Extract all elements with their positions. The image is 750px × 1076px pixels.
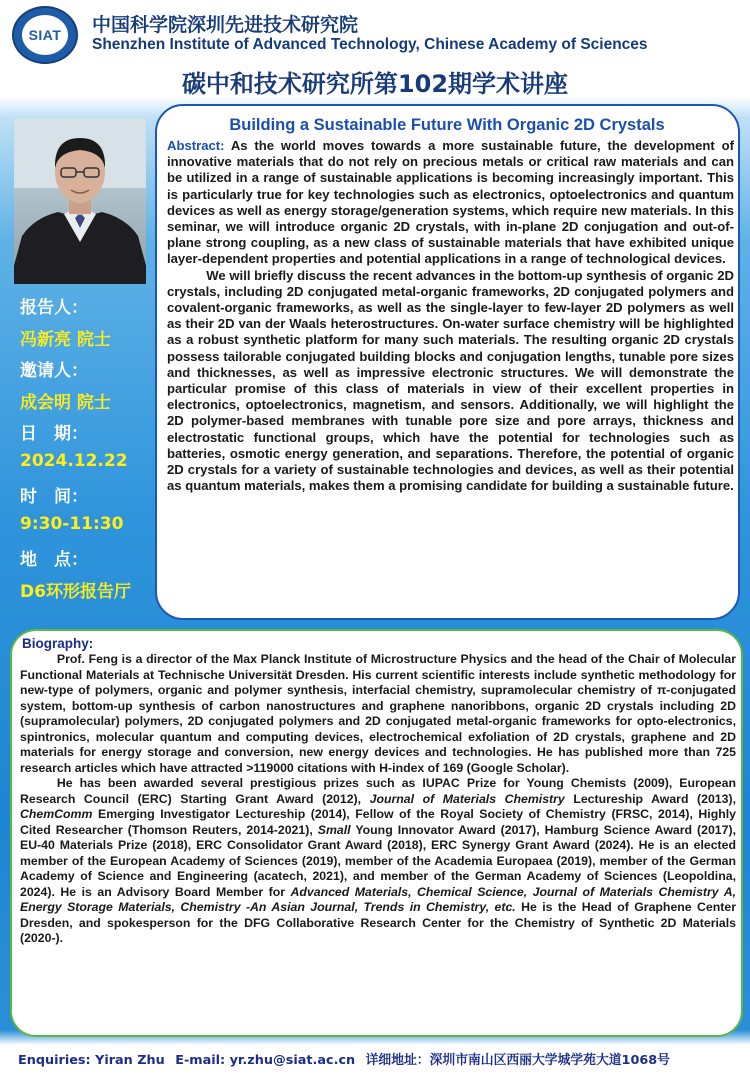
biography-label: Biography: — [22, 636, 94, 651]
date-label: 日 期： — [20, 424, 88, 444]
abstract-text — [167, 138, 734, 494]
lecture-title: 碳中和技术研究所第102期学术讲座 — [181, 70, 569, 98]
host-value: 成会明 院士 — [20, 392, 111, 413]
venue-label: 地 点： — [20, 550, 88, 570]
venue-value: D6环形报告厅 — [20, 581, 131, 602]
speaker-photo — [14, 118, 146, 284]
biography-text — [20, 652, 736, 947]
biography-paragraph-1: Prof. Feng is a director of the Max Planck Institute of Microstructure Physics and the head of the Chair of Molecular Functional Materials at Technische Universität Dresden. His current scientific interests include synthetic methodology for new-type of polymers, organic and polymer synthesis, interfacial chemistry, supramolecular chemistry of π-conjugated system, bottom-up synthesis of carbon nanostructures and graphene nanoribbons, organic 2D crystals including 2D (supramolecular) polymers, 2D conjugated polymers and 2D conjugated metal-organic frameworks for opto-electronics, spintronics, molecular quantum and computing devices, electrochemical exfoliation of 2D crystals, graphene and 2D materials for energy storage and conversion, new energy devices and technologies. He has published more than 725 research articles which have attracted >119000 citations with H-index of 169 (Google Scholar). — [20, 652, 736, 775]
speaker-label: 报告人： — [20, 298, 88, 318]
biography-paragraph-2: He has been awarded several prestigious prizes such as IUPAC Prize for Young Chemists (2009), European Research Council (ERC) Starting Grant Award (2012), Journal of Materials Chemistry Lectureship Award (2013), ChemComm Emerging Investigator Lectureship (2014), Fellow of the Royal Society of Chemistry (FRSC, 2014), Highly Cited Researcher (Thomson Reuters, 2014-2021), Small Young Innovator Award (2017), Hamburg Science Award (2017), EU-40 Materials Prize (2018), ERC Consolidator Grant Award (2018), ERC Synergy Grant Award (2024). He is an elected member of the European Academy of Sciences (2019), member of the Academia Europaea (2019), member of the German Academy of Science and Engineering (acatech, 2021), and member of the German Academy of Sciences (Leopoldina, 2024). He is an Advisory Board Member for Advanced Materials, Chemical Science, Journal of Materials Chemistry A, Energy Storage Materials, Chemistry -An Asian Journal, Trends in Chemistry, etc. He is the Head of Graphene Center Dresden, and spokesperson for the DFG Collaborative Research Center for the Chemistry of Synthetic 2D Materials (2020-). — [20, 776, 737, 945]
enquiries-contact: Enquiries: Yiran Zhu — [18, 1053, 165, 1068]
institute-name-en: Shenzhen Institute of Advanced Technology, Chinese Academy of Sciences — [92, 36, 648, 53]
institute-logo — [12, 6, 78, 64]
footer — [18, 1049, 748, 1068]
institute-name-cn: 中国科学院深圳先进技术研究院 — [92, 14, 359, 36]
event-info — [20, 293, 150, 608]
header — [0, 0, 750, 66]
abstract-label: Abstract: — [167, 138, 225, 153]
logo-text: SIAT — [22, 15, 68, 55]
biography-panel — [10, 629, 743, 1037]
host-label: 邀请人： — [20, 361, 88, 381]
abstract-panel — [155, 104, 740, 620]
talk-title: Building a Sustainable Future With Organic 2D Crystals — [229, 116, 665, 134]
contact-email[interactable]: E-mail: yr.zhu@siat.ac.cn — [175, 1053, 356, 1068]
date-value: 2024.12.22 — [20, 450, 128, 471]
abstract-paragraph-1: Abstract: As the world moves towards a more sustainable future, the development of innovative materials that do not rely on precious metals or critical raw materials and can be utilized in a range of sustainable applications is becoming increasingly important. This is particularly true for key technologies such as electronics, optoelectronics and quantum devices as well as energy storage/generation systems, which require new materials. In this seminar, we will introduce organic 2D crystals, with in-plane 2D conjugation and out-of-plane strong coupling, as a new class of sustainable materials that have exhibited unique layer-dependent properties and potential applications in a range of technological devices. — [167, 138, 734, 267]
speaker-value: 冯新亮 院士 — [20, 329, 111, 350]
time-value: 9:30-11:30 — [20, 513, 124, 534]
abstract-paragraph-2: We will briefly discuss the recent advances in the bottom-up synthesis of organic 2D crystals, including 2D conjugated metal-organic frameworks, 2D conjugated polymers and covalent-organic frameworks, as well as the single-layer to few-layer 2D polymers as well as their 2D van der Waals heterostructures. On-water surface chemistry will be highlighted as a robust synthetic platform for many such materials. The resulting organic 2D crystals possess tailorable conjugated building blocks and conjugation lengths, tunable pore sizes and thicknesses, as well as impressive electronic structures. We will demonstrate the particular promise of this class of materials in view of their excellent properties in electronics, optoelectronics, magnetism, and sensors. Additionally, we will highlight the 2D polymer-based membranes with tunable pore size and pore arrays, thickness and electrostatic functional groups, which have the potential for technologies such as batteries, osmotic energy generation, and separations. Therefore, the potential of organic 2D crystals for a variety of sustainable technologies and devices, as well as their potential as quantum materials, makes them a promising candidate for building a sustainable future. — [167, 267, 734, 494]
venue-address: 详细地址：深圳市南山区西丽大学城学苑大道1068号 — [365, 1053, 670, 1068]
speaker-portrait-icon — [14, 118, 146, 284]
time-label: 时 间： — [20, 487, 88, 507]
